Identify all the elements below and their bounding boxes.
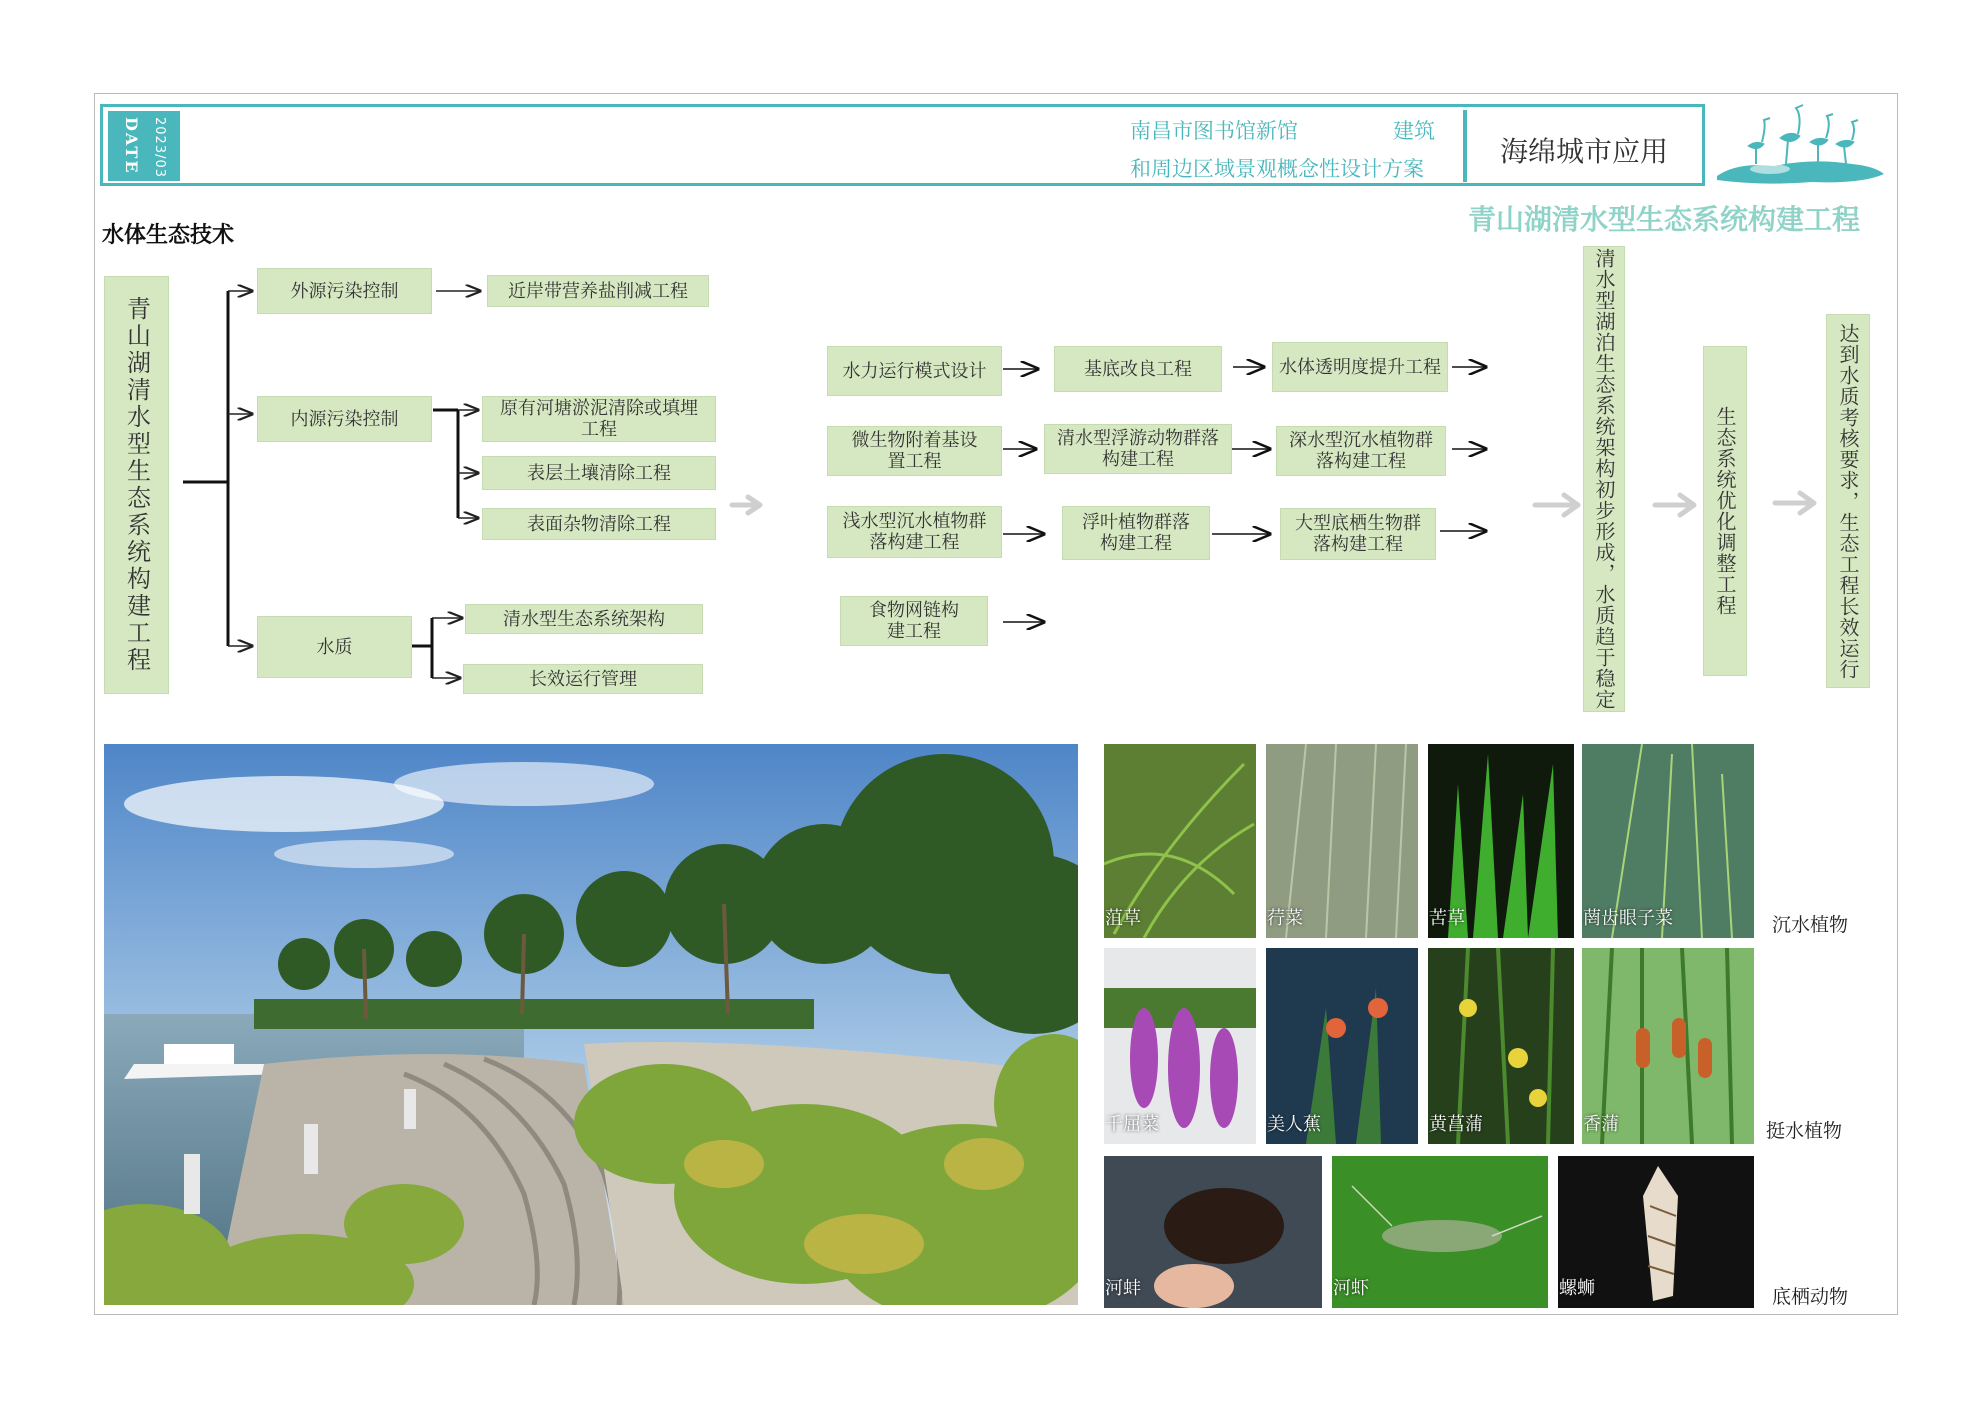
grid-floating-leaf: [1062, 506, 1210, 560]
grid-label: 浅水型沉水植物群落构建工程: [842, 511, 987, 553]
grid-label: 清水型浮游动物群落构建工程: [1057, 428, 1219, 470]
grid-zooplankton: [1044, 424, 1232, 474]
tile-label: 荇菜: [1267, 908, 1303, 929]
tile-submerged-3: [1428, 744, 1574, 938]
tile-emergent-4: [1582, 948, 1754, 1144]
main-title: 青山湖清水型生态系统构建工程: [1468, 203, 1861, 236]
section-subtitle: 水体生态技术: [102, 223, 235, 248]
leaf-label: 清水型生态系统架构: [503, 608, 665, 630]
project-name-line2: 和周边区域景观概念性设计方案: [1130, 157, 1424, 181]
grid-label: 水体透明度提升工程: [1279, 356, 1441, 378]
stage-label: 清水型湖泊生态系统架构初步形成，水质趋于稳定: [1592, 248, 1616, 710]
branch-label: 内源污染控制: [290, 408, 399, 430]
grid-label: 大型底栖生物群落构建工程: [1295, 513, 1421, 555]
category-label-emergent: 挺水植物: [1766, 1120, 1843, 1142]
grid-label: 水力运行模式设计: [842, 360, 987, 382]
leaf-label: 表层土壤清除工程: [527, 462, 671, 484]
root-label: 青山湖清水型生态系统构建工程: [122, 296, 151, 674]
tile-label: 黄菖蒲: [1429, 1114, 1483, 1135]
tile-label: 苦草: [1429, 908, 1465, 929]
grid-label: 基底改良工程: [1084, 358, 1192, 380]
branch-label: 外源污染控制: [290, 280, 399, 302]
leaf-ecosystem-framework: [465, 604, 703, 634]
leaf-label: 长效运行管理: [529, 668, 637, 690]
section-heading: 海绵城市应用: [1500, 135, 1669, 168]
tile-benthic-3: [1558, 1156, 1754, 1308]
tile-label: 河蚌: [1105, 1278, 1141, 1299]
tile-submerged-4: [1582, 744, 1754, 938]
tile-submerged-1: [1104, 744, 1256, 938]
stage-long-term-operation: [1826, 314, 1870, 688]
category-label-benthic: 底栖动物: [1772, 1286, 1849, 1308]
tile-label: 菹草: [1105, 908, 1141, 929]
leaf-label: 表面杂物清除工程: [527, 513, 671, 535]
leaf-label: 近岸带营养盐削减工程: [508, 280, 688, 302]
tile-label: 河虾: [1333, 1278, 1369, 1299]
leaf-nutrient-reduction: [487, 275, 709, 307]
leaf-topsoil-removal: [482, 456, 716, 490]
branch-external-pollution: [257, 268, 432, 314]
grid-microbial-substrate: [827, 426, 1002, 476]
leaf-sludge-removal: [482, 396, 716, 442]
branch-label: 水质: [316, 636, 353, 658]
tile-label: 螺蛳: [1559, 1278, 1595, 1299]
root-box: [104, 276, 169, 694]
grid-transparency: [1272, 342, 1448, 392]
waterfront-photo: [104, 744, 1078, 1305]
grid-substrate-improvement: [1054, 346, 1222, 392]
stage-label: 生态系统优化调整工程: [1713, 406, 1737, 616]
leaf-label: 原有河塘淤泥清除或填埋工程: [500, 398, 698, 440]
project-tag: 建筑: [1393, 119, 1435, 143]
tile-benthic-1: [1104, 1156, 1322, 1308]
project-name-line1: 南昌市图书馆新馆: [1130, 119, 1298, 143]
grid-label: 深水型沉水植物群落构建工程: [1289, 430, 1433, 472]
branch-internal-pollution: [257, 396, 432, 442]
category-label-submerged: 沉水植物: [1772, 914, 1849, 936]
date-label: DATE: [122, 117, 141, 175]
tile-emergent-2: [1266, 948, 1418, 1144]
tile-label: 菵齿眼子菜: [1583, 908, 1673, 929]
branch-water-quality: [257, 616, 412, 678]
grid-label: 浮叶植物群落构建工程: [1082, 512, 1190, 554]
leaf-debris-removal: [482, 508, 716, 540]
tile-label: 香蒲: [1583, 1114, 1619, 1135]
tile-label: 美人蕉: [1267, 1114, 1321, 1135]
stage-optimization: [1703, 346, 1747, 676]
grid-label: 微生物附着基设置工程: [851, 430, 978, 472]
tile-emergent-3: [1428, 948, 1574, 1144]
tile-submerged-2: [1266, 744, 1418, 938]
leaf-long-term-management: [463, 664, 703, 694]
grid-hydraulic-design: [827, 346, 1002, 396]
grid-benthic-fauna: [1280, 508, 1436, 560]
grid-deep-submerged: [1276, 426, 1446, 476]
grid-shallow-submerged: [827, 506, 1002, 558]
grid-food-web: [840, 596, 988, 646]
stage-label: 达到水质考核要求，生态工程长效运行: [1836, 322, 1860, 680]
stage-initial-formation: [1583, 246, 1625, 712]
date-value: 2023/03: [152, 117, 167, 179]
tile-benthic-2: [1332, 1156, 1548, 1308]
tile-emergent-1: [1104, 948, 1256, 1144]
grid-label: 食物网链构建工程: [869, 600, 959, 642]
tile-label: 千屈菜: [1105, 1114, 1159, 1135]
